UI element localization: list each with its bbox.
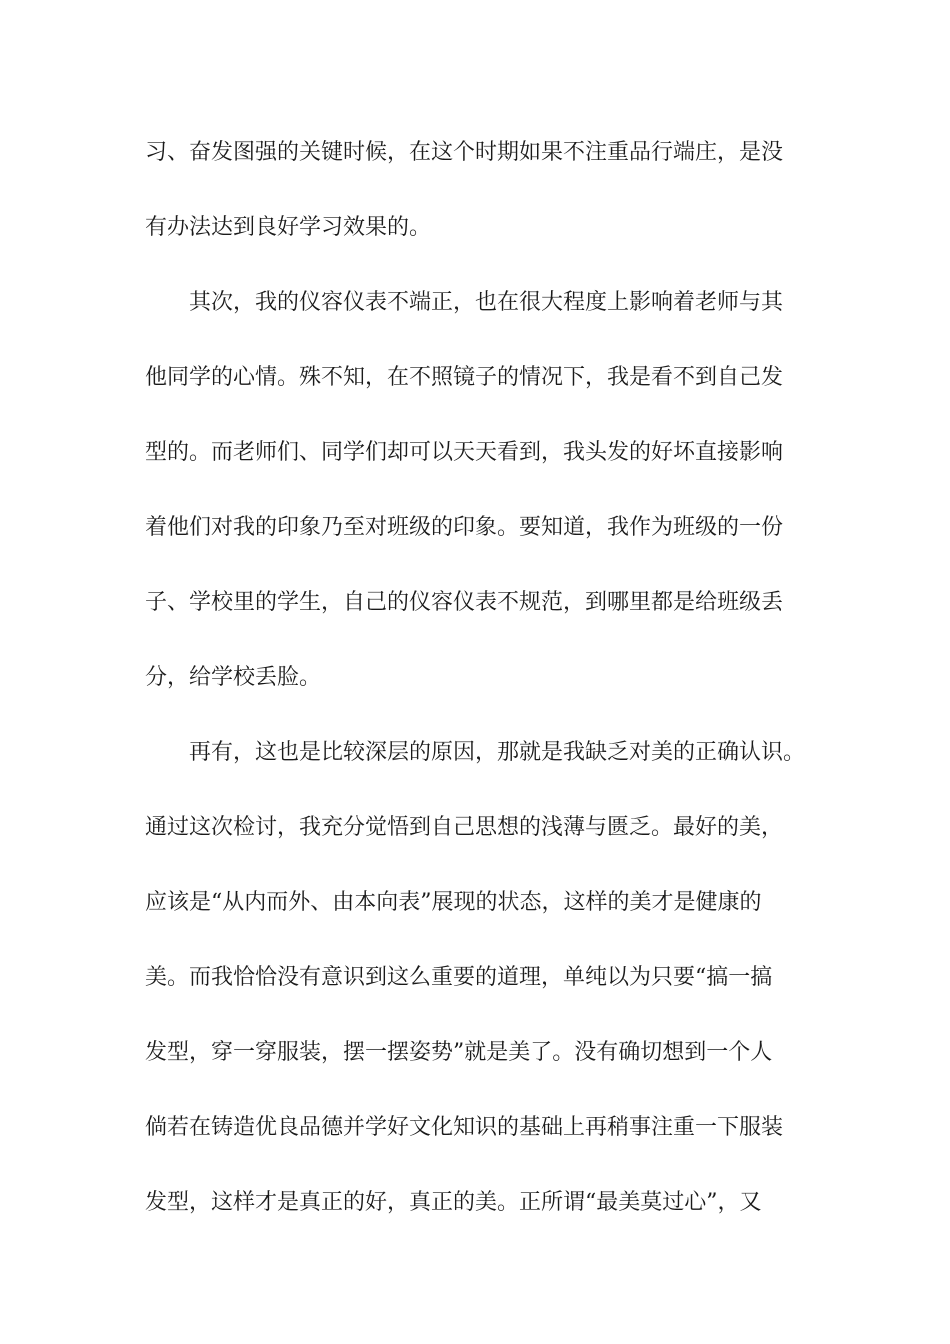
paragraph-start-line: 再有，这也是比较深层的原因，那就是我缺乏对美的正确认识。 — [189, 740, 806, 765]
paragraph-start-line: 其次，我的仪容仪表不端正，也在很大程度上影响着老师与其 — [189, 290, 784, 315]
text-line: 他同学的心情。殊不知，在不照镜子的情况下，我是看不到自己发 — [145, 365, 784, 390]
text-line: 型的。而老师们、同学们却可以天天看到，我头发的好坏直接影响 — [145, 440, 784, 465]
text-line: 倘若在铸造优良品德并学好文化知识的基础上再稍事注重一下服装 — [145, 1115, 784, 1140]
text-line: 应该是“从内而外、由本向表”展现的状态，这样的美才是健康的 — [145, 890, 762, 915]
text-line: 有办法达到良好学习效果的。 — [145, 215, 432, 240]
text-line: 分，给学校丢脸。 — [145, 665, 322, 690]
text-line: 着他们对我的印象乃至对班级的印象。要知道，我作为班级的一份 — [145, 515, 784, 540]
text-line: 通过这次检讨，我充分觉悟到自己思想的浅薄与匮乏。最好的美， — [145, 815, 784, 840]
text-line: 发型，穿一穿服装，摆一摆姿势”就是美了。没有确切想到一个人 — [145, 1040, 773, 1065]
text-line: 子、学校里的学生，自己的仪容仪表不规范，到哪里都是给班级丢 — [145, 590, 784, 615]
document-body — [145, 128, 810, 1253]
text-line: 发型，这样才是真正的好，真正的美。正所谓“最美莫过心”，又 — [145, 1190, 762, 1215]
text-line: 习、奋发图强的关键时候，在这个时期如果不注重品行端庄，是没 — [145, 140, 784, 165]
text-line: 美。而我恰恰没有意识到这么重要的道理，单纯以为只要“搞一搞 — [145, 965, 773, 990]
